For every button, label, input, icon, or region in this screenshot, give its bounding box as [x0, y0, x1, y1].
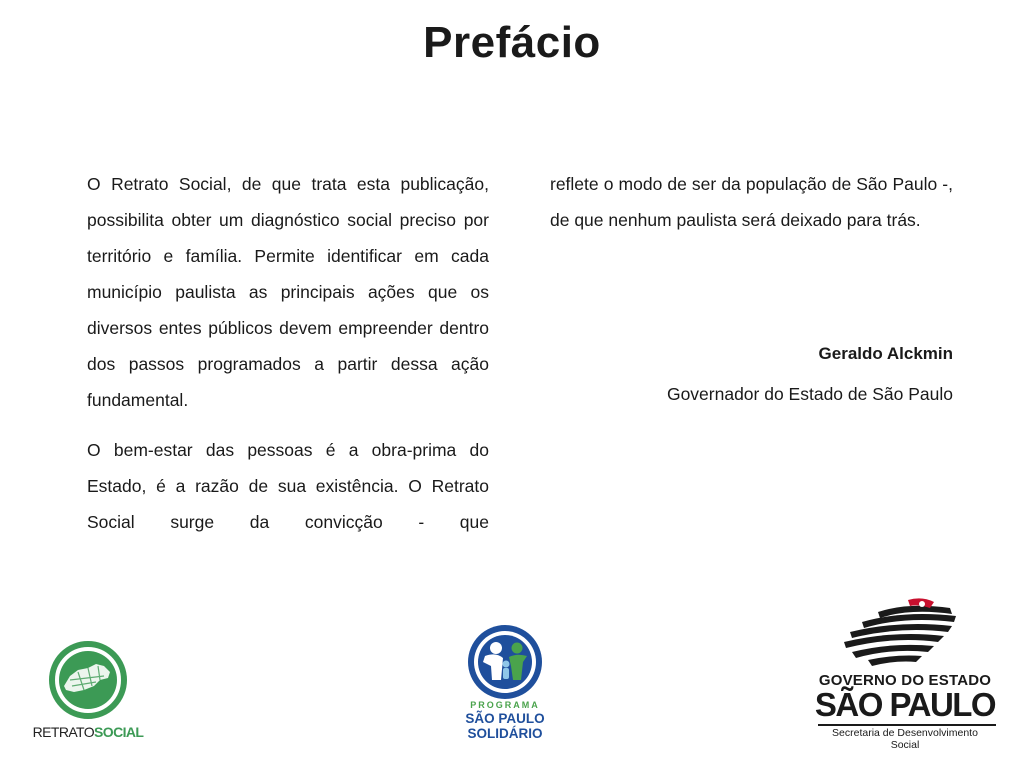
governo-do-estado-label: GOVERNO DO ESTADO [818, 672, 992, 689]
sao-paulo-wordmark: SÃO PAULO [814, 686, 996, 723]
sp-solidario-logo [455, 622, 555, 747]
page-title: Prefácio [423, 18, 601, 67]
family-figures-icon [465, 622, 545, 702]
sao-paulo-label: SÃO PAULO [465, 711, 545, 726]
paragraph-1: O Retrato Social, de que trata esta publicação, possibilita obter um diagnóstico social preciso por território e família. Permite identificar em cada município paulista as principais ações que os diversos entes públicos devem empreender dentro dos passos programados a partir dessa ação fundamental. [87, 174, 489, 410]
body-column-right [550, 166, 953, 238]
sp-state-map-icon [838, 598, 968, 670]
secretaria-label: Secretaria de Desenvolvimento Social [832, 727, 978, 751]
programa-label: PROGRAMA [470, 700, 540, 710]
signature-name: Geraldo Alckmin [818, 344, 953, 363]
paragraph-3: reflete o modo de ser da população de São Paulo -, de que nenhum paulista será deixado para trás. [550, 174, 953, 230]
signature-role: Governador do Estado de São Paulo [666, 384, 953, 404]
retrato-social-wordmark: RETRATOSOCIAL [32, 724, 144, 740]
body-column-left [87, 166, 489, 540]
logo-divider [818, 724, 996, 726]
sp-map-circle-icon [48, 640, 128, 720]
retrato-social-logo [28, 640, 148, 745]
solidario-label: SOLIDÁRIO [467, 726, 543, 741]
governo-sp-logo [810, 598, 1000, 758]
paragraph-2: O bem-estar das pessoas é a obra-prima do Estado, é a razão de sua existência. O Retrato Social surge da convicção - que [87, 440, 489, 532]
